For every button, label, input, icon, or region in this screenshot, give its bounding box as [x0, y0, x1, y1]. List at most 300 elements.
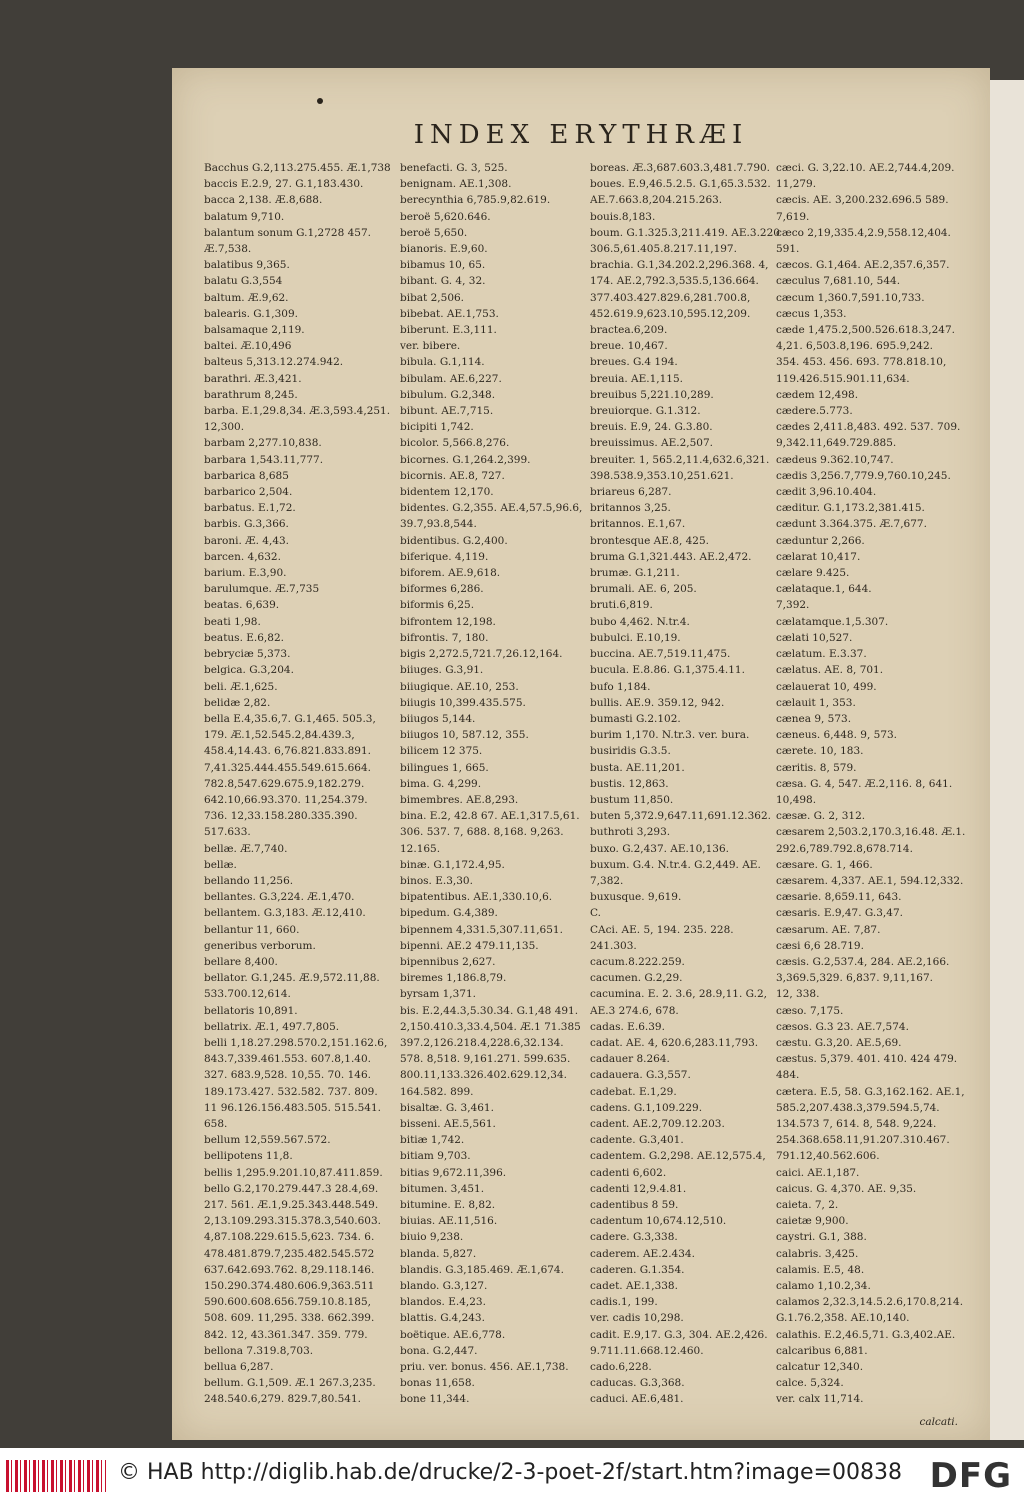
index-entry: caici. AE.1,187. [776, 1166, 860, 1179]
index-entry: ver. cadis 10,298. [590, 1312, 684, 1325]
index-entry: 452.619.9,623.10,595.12,209. [590, 307, 751, 320]
index-entry: bitias 9,672.11,396. [400, 1166, 507, 1179]
index-entry: cacumen. G.2,29. [590, 972, 683, 985]
index-entry: cæritis. 8, 579. [776, 761, 857, 774]
index-entry: bellipotens 11,8. [204, 1150, 293, 1163]
index-entry [400, 1408, 590, 1410]
index-entry: cæstu. G.3,20. AE.5,69. [776, 1036, 902, 1049]
index-entry: 7,41.325.444.455.549.615.664. [204, 761, 371, 774]
index-entry: cæduntur 2,266. [776, 534, 865, 547]
index-entry: bipenni. AE.2 479.11,135. [400, 939, 539, 952]
index-entry: bitiam 9,703. [400, 1150, 471, 1163]
index-entry: bellatoris 10,891. [204, 1004, 298, 1017]
index-entry: berecynthia 6,785.9,82.619. [400, 194, 551, 207]
index-entry: biforem. AE.9,618. [400, 567, 501, 580]
index-entry: 134.573 7, 614. 8, 548. 9,224. [776, 1117, 937, 1130]
index-entry: cæco 2,19,335.4,2.9,558.12,404. [776, 226, 951, 239]
index-entry: cælatus. AE. 8, 701. [776, 664, 884, 677]
index-entry: cælare 9.425. [776, 567, 850, 580]
index-entry: cæcum 1,360.7,591.10,733. [776, 291, 925, 304]
index-entry: 591. [776, 243, 800, 256]
index-entry: blando. G.3,127. [400, 1280, 488, 1293]
index-entry: 9,342.11,649.729.885. [776, 437, 897, 450]
index-entry: barathrum 8,245. [204, 388, 298, 401]
index-entry: 843.7,339.461.553. 607.8,1.40. [204, 1053, 371, 1066]
index-entry: bibant. G. 4, 32. [400, 275, 486, 288]
index-entry: bifrontis. 7, 180. [400, 631, 489, 644]
index-entry: 2,150.410.3,33.4,504. Æ.1 71.385 [400, 1020, 581, 1033]
index-entry: 782.8,547.629.675.9,182.279. [204, 777, 365, 790]
index-entry: cæsos. G.3 23. AE.7,574. [776, 1020, 909, 1033]
page-title: INDEX ERYTHRÆI [413, 120, 749, 150]
index-entry: buxusque. 9,619. [590, 891, 682, 904]
index-entry: biiugos 5,144. [400, 712, 476, 725]
index-entry: 517.633. [204, 826, 251, 839]
index-entry: bona. G.2,447. [400, 1344, 478, 1357]
index-entry: cæsarie. 8,659.11, 643. [776, 891, 902, 904]
index-entry: 119.426.515.901.11,634. [776, 372, 910, 385]
index-entry: 217. 561. Æ.1,9.25.343.448.549. [204, 1199, 379, 1211]
index-entry: belgica. G.3,204. [204, 664, 294, 677]
index-entry: 12,300. [204, 421, 245, 434]
index-entry: 585.2,207.438.3,379.594.5,74. [776, 1101, 940, 1114]
index-entry: belidæ 2,82. [204, 696, 271, 709]
index-entry: bellum 12,559.567.572. [204, 1134, 331, 1147]
index-entry: blattis. G.4,243. [400, 1312, 485, 1325]
index-entry: bellua 6,287. [204, 1361, 274, 1374]
index-entry: bellantur 11, 660. [204, 923, 300, 936]
index-entry: bonas 11,658. [400, 1377, 475, 1390]
index-entry: calce. 5,324. [776, 1377, 844, 1390]
viewer-footer [0, 1448, 1024, 1502]
index-entry: balantum sonum G.1,2728 457. [204, 226, 371, 239]
index-entry: buten 5,372.9,647.11,691.12.362. [590, 810, 771, 823]
index-entry: 11,279. [776, 178, 817, 191]
index-entry: caietæ 9,900. [776, 1215, 849, 1228]
index-entry: cadauera. G.3,557. [590, 1069, 691, 1082]
index-entry: bidentes. G.2,355. AE.4,57.5,96.6, [400, 502, 583, 515]
index-entry: barulumque. Æ.7,735 [204, 583, 320, 596]
index-entry: 398.538.9,353.10,251.621. [590, 469, 734, 482]
index-entry: 9.711.11.668.12.460. [590, 1344, 704, 1357]
index-entry: 306.5,61.405.8.217.11,197. [590, 243, 737, 256]
index-entry: 478.481.879.7,235.482.545.572 [204, 1247, 375, 1260]
index-entry: breue. 10,467. [590, 340, 668, 353]
index-entry: baccis E.2.9, 27. G.1,183.430. [204, 178, 364, 191]
index-entry [204, 1408, 394, 1410]
ink-dot [317, 98, 323, 104]
index-entry: baltum. Æ.9,62. [204, 291, 289, 304]
index-entry: 458.4,14.43. 6,76.821.833.891. [204, 745, 371, 758]
index-entry: beroë 5,650. [400, 226, 468, 239]
index-entry: cæsarem. 4,337. AE.1, 594.12,332. [776, 874, 964, 887]
index-entry: bidentibus. G.2,400. [400, 534, 508, 547]
index-entry: biiugique. AE.10, 253. [400, 680, 519, 693]
index-entry: buccina. AE.7,519.11,475. [590, 648, 731, 661]
index-entry: bellatrix. Æ.1, 497.7,805. [204, 1020, 340, 1033]
index-entry: breuiter. 1, 565.2,11.4,632.6,321. [590, 453, 770, 466]
index-entry: generibus verborum. [204, 939, 316, 952]
index-entry: cædes 2,411.8,483. 492. 537. 709. [776, 421, 961, 434]
index-entry: 306. 537. 7, 688. 8,168. 9,263. [400, 826, 564, 839]
index-entry: bibula. G.1,114. [400, 356, 485, 369]
index-entry: beli. Æ.1,625. [204, 680, 278, 693]
index-entry: cæsæ. G. 2, 312. [776, 810, 866, 823]
index-entry: priu. ver. bonus. 456. AE.1,738. [400, 1361, 569, 1374]
index-entry: bufo 1,184. [590, 680, 651, 693]
index-entry: bractea.6,209. [590, 324, 668, 337]
index-entry: 3,369.5,329. 6,837. 9,11,167. [776, 972, 933, 985]
index-entry: bitiæ 1,742. [400, 1134, 465, 1147]
index-entry: cadere. G.3,338. [590, 1231, 678, 1244]
index-entry: cælatamque.1,5.307. [776, 615, 889, 628]
index-entry: barbam 2,277.10,838. [204, 437, 322, 450]
index-entry: brachia. G.1,34.202.2,296.368. 4, [590, 259, 769, 272]
index-entry: cædere.5.773. [776, 405, 853, 418]
index-entry: cædem 12,498. [776, 388, 859, 401]
index-entry: cæstus. 5,379. 401. 410. 424 479. [776, 1053, 958, 1066]
index-entry: bidentem 12,170. [400, 486, 494, 499]
index-entry: bellona 7.319.8,703. [204, 1344, 314, 1357]
index-entry: boreas. Æ.3,687.603.3,481.7.790. [590, 162, 771, 174]
index-entry: caduci. AE.6,481. [590, 1393, 684, 1406]
index-entry: breues. G.4 194. [590, 356, 678, 369]
index-entry: 39.7,93.8,544. [400, 518, 477, 531]
index-entry: biformis 6,25. [400, 599, 475, 612]
index-entry: caducas. G.3,368. [590, 1377, 685, 1390]
index-entry: baroni. Æ. 4,43. [204, 534, 290, 547]
index-entry: balatu G.3,554 [204, 275, 283, 288]
index-entry: bipatentibus. AE.1,330.10,6. [400, 891, 553, 904]
index-entry: bipennibus 2,627. [400, 955, 496, 968]
index-entry: 590.600.608.656.759.10.8.185, [204, 1296, 371, 1309]
index-entry: 12.165. [400, 842, 441, 855]
index-entry: barbarica 8,685 [204, 469, 289, 482]
index-entry: barium. E.3,90. [204, 567, 287, 580]
index-entry: blanda. 5,827. [400, 1247, 477, 1260]
index-entry: bipennem 4,331.5,307.11,651. [400, 923, 563, 936]
index-entry: bibulum. G.2,348. [400, 388, 496, 401]
index-entry: breuia. AE.1,115. [590, 372, 683, 385]
index-entry [590, 1408, 780, 1410]
index-entry: boues. E.9,46.5.2.5. G.1,65.3.532. [590, 178, 771, 191]
index-entry: calcatur 12,340. [776, 1361, 864, 1374]
index-entry: cæsi 6,6 28.719. [776, 939, 864, 952]
index-entry: bellare 8,400. [204, 955, 278, 968]
index-entry: 397.2,126.218.4,228.6,32.134. [400, 1036, 564, 1049]
index-entry: cadebat. E.1,29. [590, 1085, 677, 1098]
index-entry: cadet. AE.1,338. [590, 1280, 678, 1293]
index-entry: C. [590, 907, 601, 920]
index-entry: bimembres. AE.8,293. [400, 793, 519, 806]
index-entry: 533.700.12,614. [204, 988, 291, 1001]
index-entry: bilicem 12 375. [400, 745, 483, 758]
index-entry: CAci. AE. 5, 194. 235. 228. [590, 923, 734, 936]
index-entry: 578. 8,518. 9,161.271. 599.635. [400, 1053, 571, 1066]
index-entry: belli 1,18.27.298.570.2,151.162.6, [204, 1036, 388, 1049]
index-entry: cæditur. G.1,173.2,381.415. [776, 502, 925, 515]
index-entry: biiuges. G.3,91. [400, 664, 484, 677]
index-entry: cæsa. G. 4, 547. Æ.2,116. 8, 641. [776, 777, 953, 790]
index-entry: bruti.6,819. [590, 599, 653, 612]
index-entry: cadentibus 8 59. [590, 1199, 679, 1211]
index-entry: 4,87.108.229.615.5,623. 734. 6. [204, 1231, 375, 1244]
index-entry: 254.368.658.11,91.207.310.467. [776, 1134, 950, 1147]
index-entry: cadentem. G.2,298. AE.12,575.4, [590, 1150, 766, 1163]
index-entry: bicornes. G.1,264.2,399. [400, 453, 531, 466]
index-entry: cæcis. AE. 3,200.232.696.5 589. [776, 194, 949, 207]
index-entry: boëtique. AE.6,778. [400, 1328, 506, 1341]
dfg-logo: DFG [929, 1456, 1012, 1496]
catchword: calcati. [919, 1416, 958, 1428]
index-entry: 354. 453. 456. 693. 778.818.10, [776, 356, 947, 369]
index-entry: cædeus 9.362.10,747. [776, 453, 894, 466]
index-entry: bellum. G.1,509. Æ.1 267.3,235. [204, 1377, 376, 1390]
book-page [172, 68, 990, 1440]
index-entry: cadentum 10,674.12,510. [590, 1215, 727, 1228]
index-entry: binos. E.3,30. [400, 874, 473, 887]
index-entry: cælataque.1, 644. [776, 583, 872, 596]
barcode-logo [6, 1460, 106, 1492]
next-page-edge [990, 80, 1024, 1440]
index-entry: bustis. 12,863. [590, 777, 669, 790]
index-entry: breuiorque. G.1.312. [590, 405, 701, 418]
index-entry: bisaltæ. G. 3,461. [400, 1101, 494, 1114]
index-entry: cædunt 3.364.375. Æ.7,677. [776, 518, 927, 531]
index-entry: barbatus. E.1,72. [204, 502, 296, 515]
index-entry: bibat 2,506. [400, 291, 465, 304]
index-entry: cadenti 12,9.4.81. [590, 1182, 687, 1195]
index-entry: bellantes. G.3,224. Æ.1,470. [204, 891, 355, 904]
index-entry: bima. G. 4,299. [400, 777, 482, 790]
index-entry: barathri. Æ.3,421. [204, 372, 302, 385]
index-entry: bicipiti 1,742. [400, 421, 474, 434]
index-entry: caystri. G.1, 388. [776, 1231, 867, 1244]
index-entry: beati 1,98. [204, 615, 261, 628]
index-entry: calamos 2,32.3,14.5.2.6,170.8,214. [776, 1296, 964, 1309]
index-entry: AE.7.663.8,204.215.263. [590, 194, 723, 207]
index-entry: 241.303. [590, 939, 637, 952]
index-entry: bilingues 1, 665. [400, 761, 489, 774]
index-entry: cælatum. E.3.37. [776, 648, 867, 661]
index-entry: cadas. E.6.39. [590, 1020, 665, 1033]
index-entry: biuias. AE.11,516. [400, 1215, 498, 1228]
index-entry: 791.12,40.562.606. [776, 1150, 880, 1163]
index-entry: bullis. AE.9. 359.12, 942. [590, 696, 725, 709]
index-entry: 174. AE.2,792.3,535.5,136.664. [590, 275, 759, 288]
index-entry: calcaribus 6,881. [776, 1344, 868, 1357]
index-entry: 800.11,133.326.402.629.12,34. [400, 1069, 567, 1082]
index-entry: 377.403.427.829.6,281.700.8, [590, 291, 751, 304]
index-entry: bellæ. [204, 858, 237, 871]
index-entry: 179. Æ.1,52.545.2,84.439.3, [204, 729, 355, 742]
index-entry: cælati 10,527. [776, 631, 853, 644]
index-entry: cærete. 10, 183. [776, 745, 864, 758]
index-entry: 189.173.427. 532.582. 737. 809. [204, 1085, 378, 1098]
index-entry: busta. AE.11,201. [590, 761, 685, 774]
index-entry: cæsaris. E.9,47. G.3,47. [776, 907, 903, 920]
index-entry: bitumine. E. 8,82. [400, 1199, 496, 1211]
index-entry: AE.3 274.6, 678. [590, 1004, 679, 1017]
index-entry: cacum.8.222.259. [590, 955, 685, 968]
index-entry: binæ. G.1,172.4,95. [400, 858, 505, 871]
index-column-3 [590, 160, 780, 1410]
index-entry: calamis. E.5, 48. [776, 1263, 865, 1276]
index-entry: bellator. G.1,245. Æ.9,572.11,88. [204, 972, 380, 985]
index-entry: 150.290.374.480.606.9,363.511 [204, 1280, 375, 1293]
index-entry: brumæ. G.1,211. [590, 567, 680, 580]
index-entry: bubo 4,462. N.tr.4. [590, 615, 690, 628]
index-entry: bone 11,344. [400, 1393, 470, 1406]
index-entry: bibamus 10, 65. [400, 259, 486, 272]
index-column-4 [776, 160, 976, 1410]
index-entry: bellantem. G.3,183. Æ.12,410. [204, 907, 366, 920]
index-entry: beatus. E.6,82. [204, 631, 284, 644]
index-entry: bina. E.2, 42.8 67. AE.1,317.5,61. [400, 810, 580, 823]
index-entry: 327. 683.9,528. 10,55. 70. 146. [204, 1069, 371, 1082]
index-entry: bumasti G.2.102. [590, 712, 681, 725]
index-entry: 292.6,789.792.8,678.714. [776, 842, 913, 855]
index-entry: barbarico 2,504. [204, 486, 293, 499]
index-entry: beatas. 6,639. [204, 599, 280, 612]
index-entry: balatibus 9,365. [204, 259, 290, 272]
index-entry: breuis. E.9, 24. G.3.80. [590, 421, 713, 434]
index-entry: breuibus 5,221.10,289. [590, 388, 714, 401]
index-entry: cadis.1, 199. [590, 1296, 658, 1309]
index-entry: cado.6,228. [590, 1361, 652, 1374]
index-entry: bigis 2,272.5,721.7,26.12,164. [400, 648, 563, 661]
index-entry: cædis 3,256.7,779.9,760.10,245. [776, 469, 951, 482]
index-entry: biiugis 10,399.435.575. [400, 696, 526, 709]
index-entry: 2,13.109.293.315.378.3,540.603. [204, 1215, 382, 1228]
index-entry: 642.10,66.93.370. 11,254.379. [204, 793, 368, 806]
index-entry: 842. 12, 43.361.347. 359. 779. [204, 1328, 368, 1341]
index-entry: breuissimus. AE.2,507. [590, 437, 713, 450]
index-entry: cæsis. G.2,537.4, 284. AE.2,166. [776, 955, 950, 968]
index-entry: busiridis G.3.5. [590, 745, 671, 758]
index-entry: blandis. G.3,185.469. Æ.1,674. [400, 1263, 564, 1276]
index-entry: bellæ. Æ.7,740. [204, 842, 288, 855]
index-entry: brumali. AE. 6, 205. [590, 583, 697, 596]
index-entry: cadit. E.9,17. G.3, 304. AE.2,426. [590, 1328, 768, 1341]
index-entry: 484. [776, 1069, 800, 1082]
index-entry: ver. calx 11,714. [776, 1393, 864, 1406]
index-entry: 736. 12,33.158.280.335.390. [204, 810, 358, 823]
index-entry: cænea 9, 573. [776, 712, 852, 725]
index-entry: bustum 11,850. [590, 793, 674, 806]
index-entry: caicus. G. 4,370. AE. 9,35. [776, 1182, 917, 1195]
index-entry: bibebat. AE.1,753. [400, 307, 499, 320]
index-entry: cæcus 1,353. [776, 307, 847, 320]
index-entry: cacumina. E. 2. 3.6, 28.9,11. G.2, [590, 988, 767, 1001]
index-entry: cæcos. G.1,464. AE.2,357.6,357. [776, 259, 950, 272]
index-entry: balsamaque 2,119. [204, 324, 305, 337]
index-entry: 7,382. [590, 874, 624, 887]
index-entry: 637.642.693.762. 8,29.118.146. [204, 1263, 375, 1276]
index-entry: cælarat 10,417. [776, 550, 861, 563]
index-entry: bitumen. 3,451. [400, 1182, 485, 1195]
index-entry: bifrontem 12,198. [400, 615, 496, 628]
index-entry: bruma G.1,321.443. AE.2,472. [590, 550, 752, 563]
index-entry: cælauit 1, 353. [776, 696, 856, 709]
index-entry: bianoris. E.9,60. [400, 243, 488, 256]
index-entry: caderem. AE.2.434. [590, 1247, 695, 1260]
index-entry: byrsam 1,371. [400, 988, 477, 1001]
index-entry: bellando 11,256. [204, 874, 294, 887]
index-entry: cadat. AE. 4, 620.6,283.11,793. [590, 1036, 759, 1049]
index-entry: cæneus. 6,448. 9, 573. [776, 729, 898, 742]
index-entry: cadens. G.1,109.229. [590, 1101, 703, 1114]
index-entry: cadenti 6,602. [590, 1166, 667, 1179]
index-entry: 508. 609. 11,295. 338. 662.399. [204, 1312, 375, 1325]
index-entry: cæsare. G. 1, 466. [776, 858, 873, 871]
index-entry: benignam. AE.1,308. [400, 178, 512, 191]
index-entry: balearis. G.1,309. [204, 307, 299, 320]
index-entry: cæde 1,475.2,500.526.618.3,247. [776, 324, 955, 337]
index-entry: caderen. G.1.354. [590, 1263, 685, 1276]
index-entry: biiugos 10, 587.12, 355. [400, 729, 529, 742]
index-entry: barbara 1,543.11,777. [204, 453, 324, 466]
index-entry: cætera. E.5, 58. G.3,162.162. AE.1, [776, 1085, 965, 1098]
index-entry: calabris. 3,425. [776, 1247, 859, 1260]
index-entry: cælauerat 10, 499. [776, 680, 877, 693]
index-entry: 10,498. [776, 793, 817, 806]
index-entry: boum. G.1.325.3,211.419. AE.3.220 [590, 226, 780, 239]
index-entry: biremes 1,186.8,79. [400, 972, 507, 985]
index-entry: biuio 9,238. [400, 1231, 464, 1244]
index-entry: bibunt. AE.7,715. [400, 405, 494, 418]
index-entry: bubulci. E.10,19. [590, 631, 681, 644]
index-entry: cæsarem 2,503.2,170.3,16.48. Æ.1. [776, 826, 966, 839]
index-entry: britannos. E.1,67. [590, 518, 686, 531]
index-entry: biformes 6,286. [400, 583, 484, 596]
index-entry: barcen. 4,632. [204, 550, 281, 563]
index-entry: cadente. G.3,401. [590, 1134, 684, 1147]
index-column-1 [204, 160, 394, 1410]
index-entry: cæso. 7,175. [776, 1004, 844, 1017]
copyright-link[interactable]: © HAB http://diglib.hab.de/drucke/2-3-poet-2f/start.htm?image=00838 [118, 1460, 902, 1485]
index-entry: bella E.4,35.6,7. G.1,465. 505.3, [204, 712, 376, 725]
index-entry: benefacti. G. 3, 525. [400, 162, 508, 174]
index-entry: biferique. 4,119. [400, 550, 489, 563]
index-entry: bucula. E.8.86. G.1,375.4.11. [590, 664, 745, 677]
index-entry: bis. E.2,44.3,5.30.34. G.1,48 491. [400, 1004, 579, 1017]
index-entry: bellis 1,295.9.201.10,87.411.859. [204, 1166, 383, 1179]
index-entry [776, 1408, 976, 1410]
index-entry: bibulam. AE.6,227. [400, 372, 502, 385]
index-entry: balteus 5,313.12.274.942. [204, 356, 344, 369]
index-entry: bacca 2,138. Æ.8,688. [204, 194, 323, 207]
index-entry: bicornis. AE.8, 727. [400, 469, 505, 482]
index-entry: bipedum. G.4,389. [400, 907, 498, 920]
index-entry: 164.582. 899. [400, 1085, 474, 1098]
index-entry: cadent. AE.2,709.12.203. [590, 1117, 725, 1130]
index-entry: brontesque AE.8, 425. [590, 534, 710, 547]
index-entry: ver. bibere. [400, 340, 461, 353]
index-entry: buxum. G.4. N.tr.4. G.2,449. AE. [590, 858, 761, 871]
index-entry: calathis. E.2,46.5,71. G.3,402.AE. [776, 1328, 956, 1341]
index-entry: 248.540.6,279. 829.7,80.541. [204, 1393, 361, 1406]
index-entry: Æ.7,538. [204, 243, 252, 256]
index-entry: cædit 3,96.10.404. [776, 486, 877, 499]
index-entry: baltei. Æ.10,496 [204, 340, 292, 353]
index-entry: 11 96.126.156.483.505. 515.541. [204, 1101, 382, 1114]
index-entry: bouis.8,183. [590, 210, 656, 223]
index-entry: bicolor. 5,566.8,276. [400, 437, 510, 450]
index-entry: bebryciæ 5,373. [204, 648, 291, 661]
index-entry: Bacchus G.2,113.275.455. Æ.1,738 [204, 162, 391, 174]
index-column-2 [400, 160, 590, 1410]
